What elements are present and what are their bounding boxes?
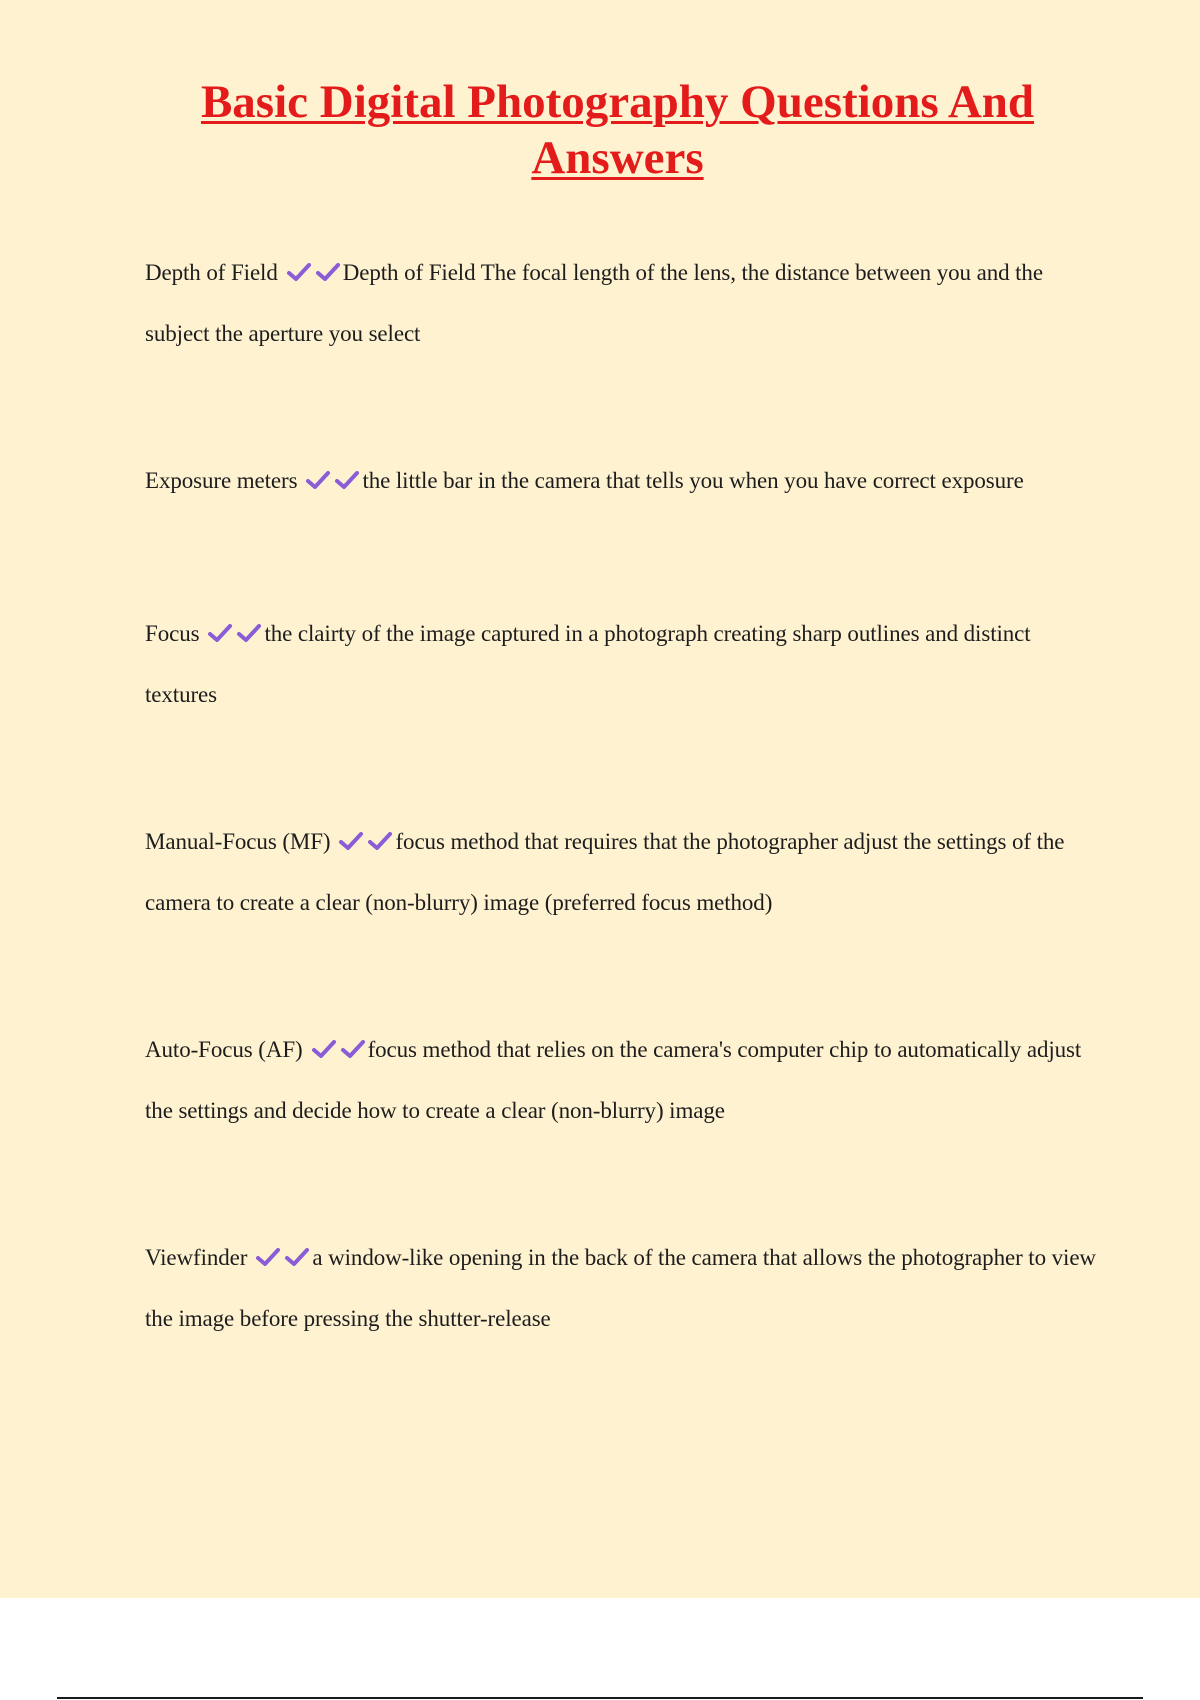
- footer-divider: [57, 1697, 1143, 1699]
- checkmark-icon: [340, 1038, 366, 1060]
- answer-marker: [252, 1245, 310, 1270]
- qa-definition: the clairty of the image captured in a photograph creating sharp outlines and distinct textures: [145, 621, 1031, 707]
- document-title: Basic Digital Photography Questions And Answers: [200, 76, 1035, 184]
- qa-entry: [145, 603, 1100, 725]
- qa-entry: [145, 450, 1100, 511]
- qa-entry: [145, 811, 1100, 933]
- qa-entry: [145, 1019, 1100, 1141]
- qa-term: Manual-Focus (MF): [145, 829, 331, 854]
- checkmark-icon: [207, 622, 233, 644]
- qa-entry: [145, 1227, 1100, 1349]
- checkmark-icon: [334, 469, 360, 491]
- qa-definition: focus method that requires that the photographer adjust the settings of the camera to create a clear (non-blurry) image (preferred focus method): [145, 829, 1065, 915]
- qa-entry: [145, 242, 1100, 364]
- answer-marker: [335, 829, 393, 854]
- qa-definition: Depth of Field The focal length of the lens, the distance between you and the subject the aperture you select: [145, 260, 1043, 346]
- qa-term: Focus: [145, 621, 200, 646]
- answer-marker: [204, 621, 262, 646]
- qa-term: Depth of Field: [145, 260, 278, 285]
- checkmark-icon: [315, 261, 341, 283]
- checkmark-icon: [286, 261, 312, 283]
- checkmark-icon: [338, 830, 364, 852]
- answer-marker: [308, 1037, 366, 1062]
- checkmark-icon: [367, 830, 393, 852]
- qa-definition: the little bar in the camera that tells you when you have correct exposure: [362, 468, 1024, 493]
- qa-term: Auto-Focus (AF): [145, 1037, 303, 1062]
- checkmark-icon: [255, 1246, 281, 1268]
- qa-definition: focus method that relies on the camera's computer chip to automatically adjust the settings and decide how to create a clear (non-blurry) image: [145, 1037, 1082, 1123]
- checkmark-icon: [311, 1038, 337, 1060]
- answer-marker: [302, 468, 360, 493]
- qa-definition: a window-like opening in the back of the camera that allows the photographer to view the image before pressing the shutter-release: [145, 1245, 1096, 1331]
- qa-term: Viewfinder: [145, 1245, 248, 1270]
- qa-term: Exposure meters: [145, 468, 298, 493]
- checkmark-icon: [305, 469, 331, 491]
- answer-marker: [283, 260, 341, 285]
- checkmark-icon: [236, 622, 262, 644]
- checkmark-icon: [284, 1246, 310, 1268]
